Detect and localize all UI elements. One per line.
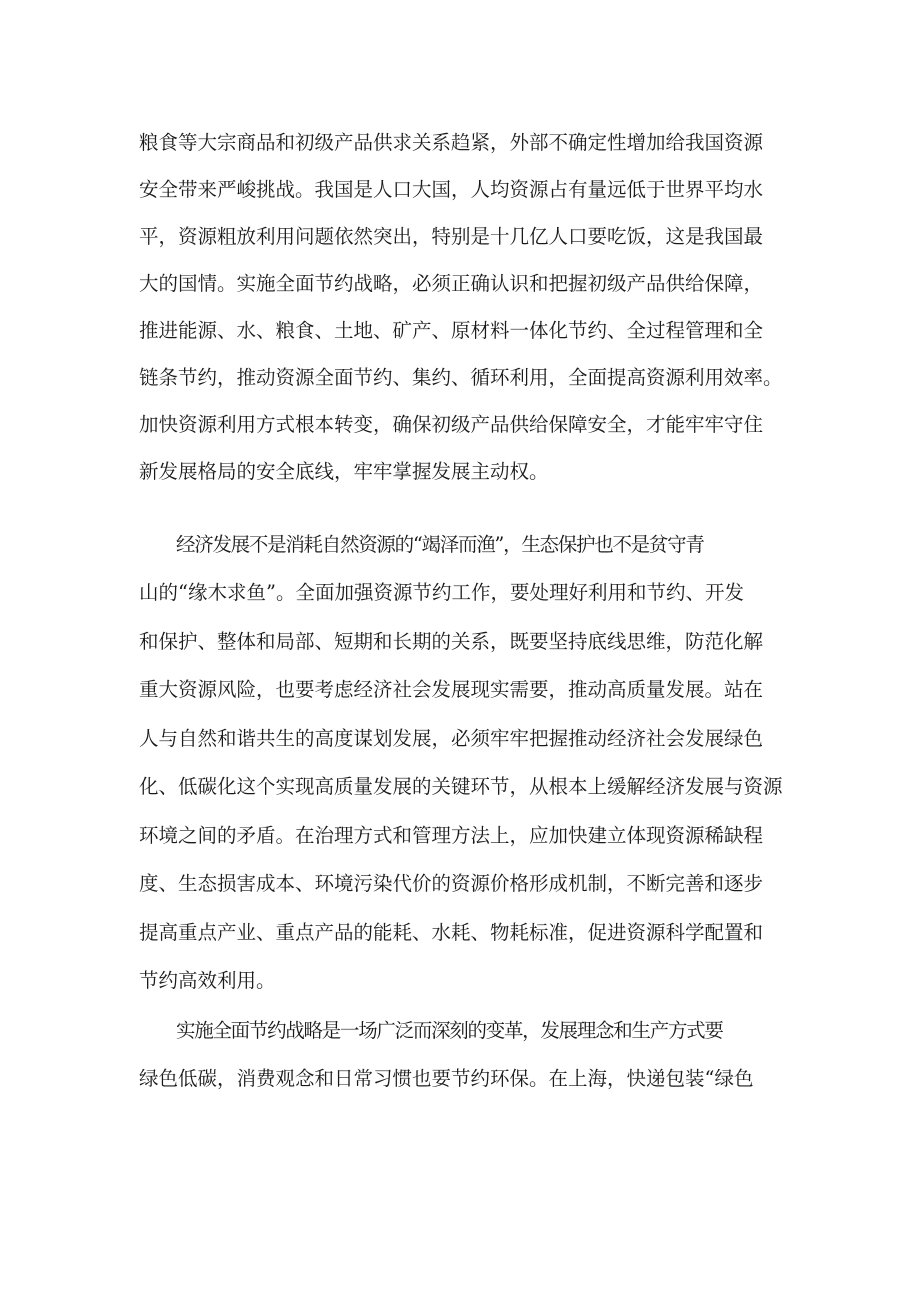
- paragraph-line: 安全带来严峻挑战。我国是人口大国，人均资源占有量远低于世界平均水: [139, 178, 764, 201]
- paragraph-line: 链条节约，推动资源全面节约、集约、循环利用，全面提高资源利用效率。: [139, 366, 783, 389]
- paragraph-line: 提高重点产业、重点产品的能耗、水耗、物耗标准，促进资源科学配置和: [139, 921, 764, 944]
- paragraph-line: 平，资源粗放利用问题依然突出，特别是十几亿人口要吃饭，这是我国最: [139, 225, 764, 248]
- paragraph-line: 粮食等大宗商品和初级产品供求关系趋紧，外部不确定性增加给我国资源: [139, 131, 764, 154]
- paragraph-line: 加快资源利用方式根本转变，确保初级产品供给保障安全，才能牢牢守住: [139, 413, 764, 436]
- paragraph-line: 化、低碳化这个实现高质量发展的关键环节，从根本上缓解经济发展与资源: [139, 775, 783, 798]
- paragraph-line: 度、生态损害成本、环境污染代价的资源价格形成机制，不断完善和逐步: [139, 872, 764, 895]
- paragraph-line: 环境之间的矛盾。在治理方式和管理方法上，应加快建立体现资源稀缺程: [139, 824, 764, 847]
- paragraph-line: 节约高效利用。: [139, 969, 276, 992]
- paragraph-line: 和保护、整体和局部、短期和长期的关系，既要坚持底线思维，防范化解: [139, 630, 764, 653]
- paragraph-line: 大的国情。实施全面节约战略，必须正确认识和把握初级产品供给保障，: [139, 272, 764, 295]
- paragraph-line: 山的“缘木求鱼”。全面加强资源节约工作，要处理好利用和节约、开发: [139, 581, 744, 604]
- paragraph-line: 经济发展不是消耗自然资源的“竭泽而渔”，生态保护也不是贫守青: [176, 533, 704, 556]
- paragraph-line: 新发展格局的安全底线，牢牢掌握发展主动权。: [139, 460, 549, 483]
- paragraph-line: 推进能源、水、粮食、土地、矿产、原材料一体化节约、全过程管理和全: [139, 319, 764, 342]
- paragraph-line: 实施全面节约战略是一场广泛而深刻的变革，发展理念和生产方式要: [176, 1019, 723, 1042]
- paragraph-line: 重大资源风险，也要考虑经济社会发展现实需要，推动高质量发展。站在: [139, 678, 764, 701]
- paragraph-line: 人与自然和谐共生的高度谋划发展，必须牢牢把握推动经济社会发展绿色: [139, 727, 764, 750]
- paragraph-line: 绿色低碳，消费观念和日常习惯也要节约环保。在上海，快递包装“绿色: [139, 1067, 754, 1090]
